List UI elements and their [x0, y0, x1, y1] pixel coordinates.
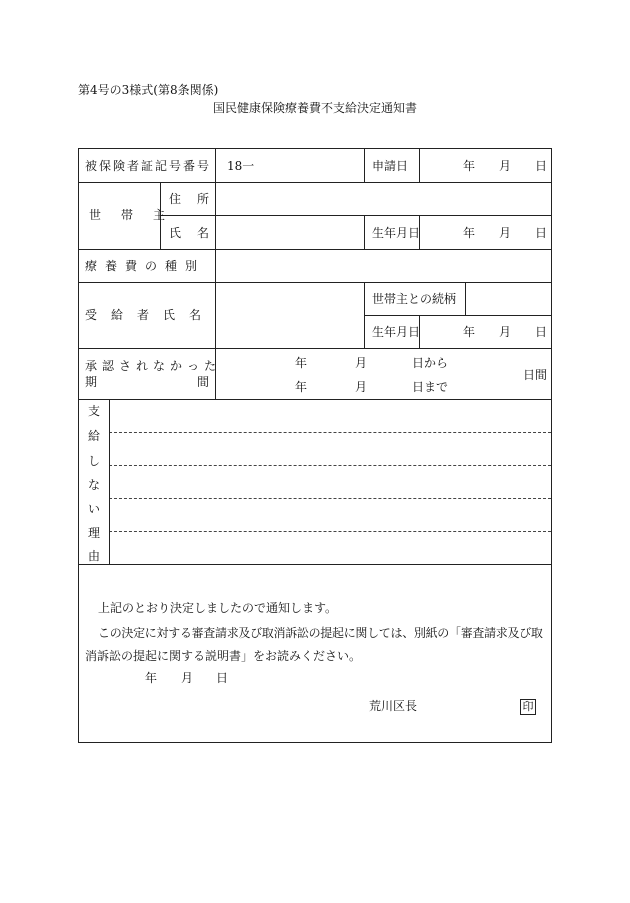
- period-label-line1: 承認されなかった: [85, 359, 222, 373]
- recipient-birthdate-label: 生年月日: [372, 325, 421, 339]
- period-label-left: 期: [85, 375, 98, 389]
- recipient-birth-day: 日: [535, 325, 548, 339]
- period-from-suffix: 日から: [412, 356, 449, 370]
- reason-label-char: い: [88, 502, 101, 516]
- reason-label-char: な: [88, 478, 101, 492]
- reason-label-char: 由: [88, 549, 101, 563]
- recipient-birth-month: 月: [499, 325, 512, 339]
- reason-label-char: 支: [88, 404, 101, 418]
- name-label: 氏 名: [169, 226, 212, 240]
- insured-id-label: 被保険者証記号番号: [85, 159, 212, 173]
- householder-birth-month: 月: [499, 226, 512, 240]
- period-label-right: 間: [197, 375, 210, 389]
- recipient-name-label: 受給者氏名: [85, 308, 216, 322]
- document-title: 国民健康保険療養費不支給決定通知書: [212, 101, 417, 115]
- issuer-name: 荒川区長: [369, 699, 418, 713]
- period-days-label: 日間: [523, 368, 548, 382]
- form-number: 第4号の3様式(第8条関係): [78, 83, 219, 97]
- apply-date-month: 月: [499, 159, 512, 173]
- expense-type-label: 療養費の種別: [85, 259, 206, 273]
- householder-label: 世 帯 主: [89, 208, 170, 222]
- apply-date-year: 年: [463, 159, 476, 173]
- apply-date-label: 申請日: [372, 159, 409, 173]
- address-label: 住 所: [169, 192, 212, 206]
- notice-form: [78, 148, 552, 743]
- reason-label-char: 理: [88, 526, 101, 540]
- notice-line-1: 上記のとおり決定しましたので通知します。: [98, 601, 338, 615]
- reason-label-char: し: [88, 454, 101, 468]
- period-to-suffix: 日まで: [412, 380, 449, 394]
- period-from-year: 年: [295, 356, 308, 370]
- relation-label: 世帯主との続柄: [372, 292, 457, 306]
- notice-date-day: 日: [216, 671, 229, 685]
- reason-label-char: 給: [88, 429, 101, 443]
- period-from-month: 月: [355, 356, 368, 370]
- notice-line-2: この決定に対する審査請求及び取消訴訟の提起に関しては、別紙の「審査請求及び取: [98, 626, 543, 640]
- notice-line-3: 消訴訟の提起に関する説明書」をお読みください。: [85, 649, 362, 663]
- notice-date-month: 月: [181, 671, 194, 685]
- apply-date-day: 日: [535, 159, 548, 173]
- seal-mark: 印: [520, 699, 536, 715]
- notice-date-year: 年: [145, 671, 158, 685]
- insured-id-value[interactable]: 18一: [227, 159, 255, 173]
- recipient-birth-year: 年: [463, 325, 476, 339]
- period-to-month: 月: [355, 380, 368, 394]
- householder-birth-year: 年: [463, 226, 476, 240]
- householder-birthdate-label: 生年月日: [372, 226, 421, 240]
- householder-birth-day: 日: [535, 226, 548, 240]
- period-to-year: 年: [295, 380, 308, 394]
